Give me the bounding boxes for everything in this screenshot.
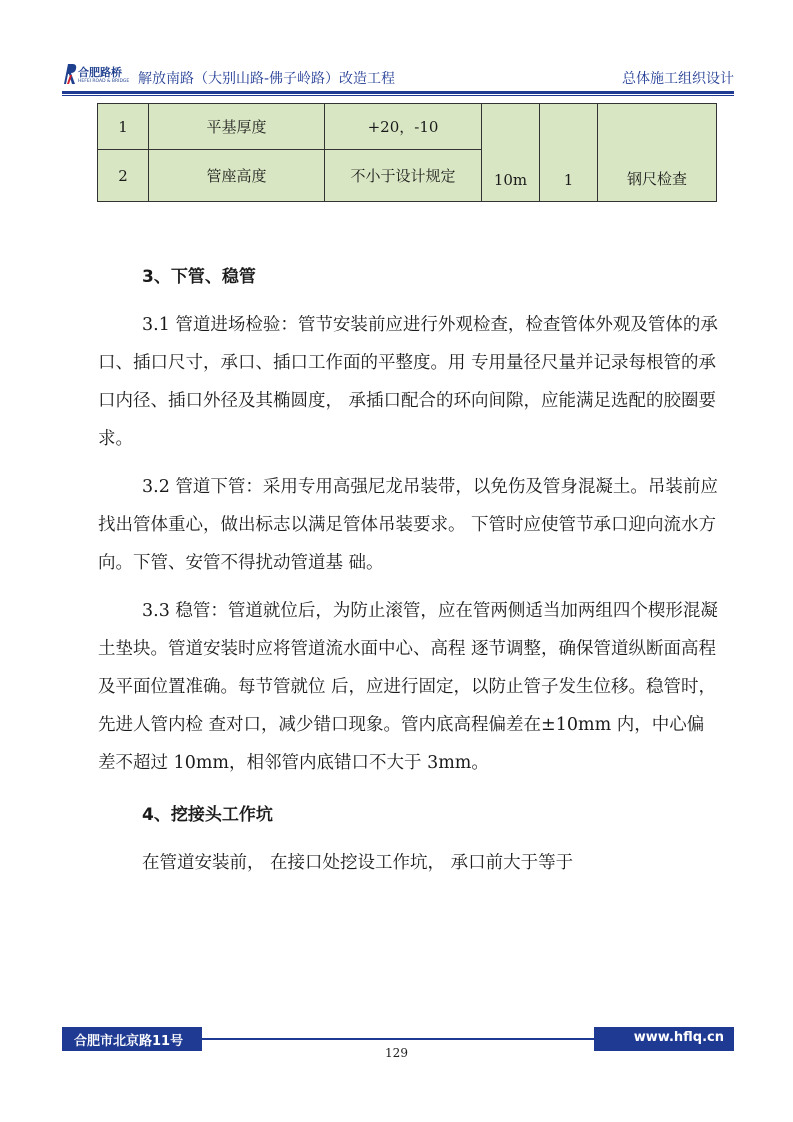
logo-chinese-name: 合肥路桥	[78, 66, 122, 79]
paragraph-4: 在管道安装前， 在接口处挖设工作坑， 承口前大于等于	[142, 853, 574, 873]
paragraph-3-2: 3.2 管道下管：采用专用高强尼龙吊装带，以免伤及管身混凝土。吊装前应找出管体重心，做出标志以满足管体吊装要求。 下管时应使管节承口迎向流水方向。下管、安管不得扰动管道基 础。	[98, 477, 718, 573]
footer-website: www.hflq.cn	[633, 1030, 724, 1045]
logo-mark-icon	[62, 62, 78, 86]
inspection-method: 钢尺检查	[598, 104, 717, 202]
inspection-item: 平基厚度	[149, 104, 325, 150]
paragraph-3-3: 3.3 稳管：管道就位后，为防止滚管，应在管两侧适当加两组四个楔形混凝土垫块。管道安装时应将管道流水面中心、高程 逐节调整，确保管道纵断面高程及平面位置准确。每节管就位 后，应进行固定，以防止管子发生位移。稳管时，先进人管内检 查对口，减少错口现象。管内底高程偏差在±10mm 内，中心偏差不超过 10mm，相邻管内底错口不大于 3mm。	[98, 601, 718, 773]
header-divider-thin	[62, 95, 734, 96]
inspection-points: 1	[540, 104, 598, 202]
page-header	[62, 60, 734, 96]
page-number: 129	[385, 1046, 408, 1060]
inspection-scope: 10m	[482, 104, 540, 202]
project-title: 解放南路（大别山路-佛子岭路）改造工程	[138, 71, 396, 87]
company-logo	[62, 62, 140, 92]
logo-english-name: HEFEI ROAD & BRIDGE	[78, 79, 130, 84]
paragraph-3-1: 3.1 管道进场检验：管节安装前应进行外观检查，检查管体外观及管体的承口、插口尺寸，承口、插口工作面的平整度。用 专用量径尺量并记录每根管的承口内径、插口外径及其椭圆度， 承插口配合的环向间隙，应能满足选配的胶圈要求。	[98, 315, 718, 449]
document-title: 总体施工组织设计	[622, 71, 734, 87]
section-heading-4: 4、挖接头工作坑	[142, 805, 273, 825]
header-divider	[62, 91, 734, 94]
table-row	[98, 104, 717, 150]
section-heading-3: 3、下管、稳管	[142, 267, 256, 287]
body-content	[98, 258, 718, 882]
row-number: 1	[98, 104, 149, 150]
footer-divider	[202, 1038, 594, 1040]
tolerance-value: 不小于设计规定	[325, 150, 482, 202]
inspection-table	[97, 103, 717, 202]
tolerance-value: +20，-10	[325, 104, 482, 150]
row-number: 2	[98, 150, 149, 202]
inspection-item: 管座高度	[149, 150, 325, 202]
footer-address: 合肥市北京路11号	[74, 1034, 184, 1049]
